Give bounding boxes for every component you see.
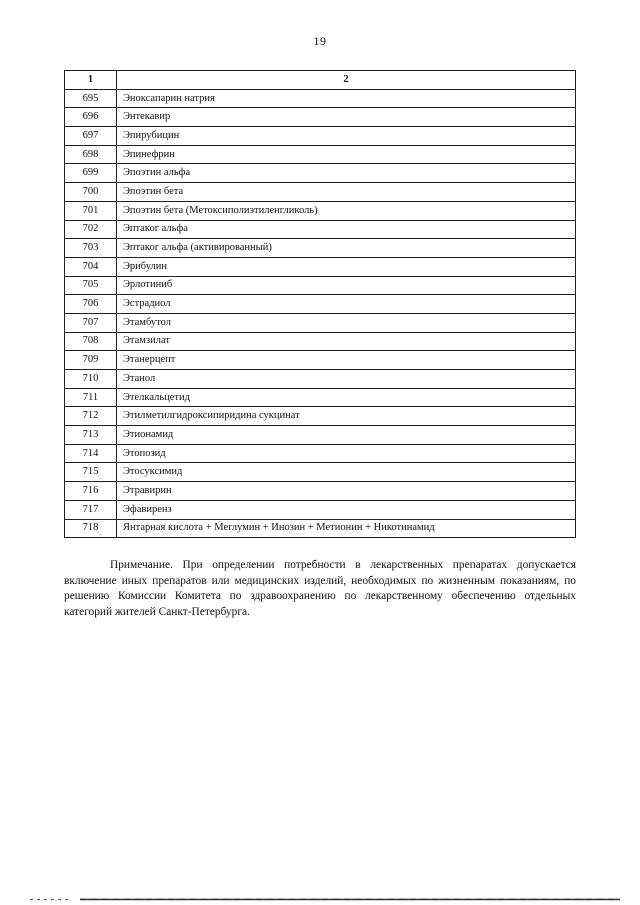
table-row <box>65 276 576 295</box>
drug-name: Этилметилгидроксипиридина сукцинат <box>117 407 576 426</box>
drug-name: Эптаког альфа <box>117 220 576 239</box>
drug-name: Этанол <box>117 370 576 389</box>
row-number: 713 <box>65 426 117 445</box>
table-row <box>65 388 576 407</box>
column-header-name: 2 <box>117 71 576 90</box>
page-number: 19 <box>313 34 327 48</box>
table-row <box>65 145 576 164</box>
table-row <box>65 108 576 127</box>
row-number: 710 <box>65 370 117 389</box>
table-row <box>65 89 576 108</box>
table-row <box>65 183 576 202</box>
drug-name: Эфавиренз <box>117 500 576 519</box>
row-number: 705 <box>65 276 117 295</box>
row-number: 703 <box>65 239 117 258</box>
drug-name: Этелкальцетид <box>117 388 576 407</box>
drug-name: Эноксапарин натрия <box>117 89 576 108</box>
drug-name: Этопозид <box>117 444 576 463</box>
row-number: 700 <box>65 183 117 202</box>
drug-name: Этосуксимид <box>117 463 576 482</box>
row-number: 716 <box>65 482 117 501</box>
table-row <box>65 500 576 519</box>
medication-table <box>64 70 576 538</box>
table-row <box>65 127 576 146</box>
row-number: 706 <box>65 295 117 314</box>
drug-name: Эпоэтин бета (Метоксиполиэтиленгликоль) <box>117 201 576 220</box>
drug-name: Энтекавир <box>117 108 576 127</box>
table-row <box>65 519 576 538</box>
drug-name: Эрлотиниб <box>117 276 576 295</box>
row-number: 695 <box>65 89 117 108</box>
row-number: 711 <box>65 388 117 407</box>
row-number: 702 <box>65 220 117 239</box>
drug-name: Эпоэтин бета <box>117 183 576 202</box>
row-number: 709 <box>65 351 117 370</box>
row-number: 712 <box>65 407 117 426</box>
column-header-number: 1 <box>65 71 117 90</box>
row-number: 718 <box>65 519 117 538</box>
table-row <box>65 239 576 258</box>
scan-artifact-line <box>30 898 620 901</box>
row-number: 697 <box>65 127 117 146</box>
row-number: 717 <box>65 500 117 519</box>
table-header-row <box>65 71 576 90</box>
row-number: 715 <box>65 463 117 482</box>
table-row <box>65 295 576 314</box>
table-row <box>65 482 576 501</box>
table-row <box>65 164 576 183</box>
drug-name: Янтарная кислота + Меглумин + Инозин + Метионин + Никотинамид <box>117 519 576 538</box>
drug-name: Эпирубицин <box>117 127 576 146</box>
table-row <box>65 332 576 351</box>
table-row <box>65 201 576 220</box>
row-number: 699 <box>65 164 117 183</box>
table-header <box>65 71 576 90</box>
drug-name: Эпинефрин <box>117 145 576 164</box>
row-number: 696 <box>65 108 117 127</box>
row-number: 708 <box>65 332 117 351</box>
row-number: 704 <box>65 257 117 276</box>
drug-name: Эстрадиол <box>117 295 576 314</box>
table-row <box>65 351 576 370</box>
row-number: 698 <box>65 145 117 164</box>
drug-name: Этамбутол <box>117 313 576 332</box>
row-number: 707 <box>65 313 117 332</box>
table-row <box>65 444 576 463</box>
table-row <box>65 407 576 426</box>
row-number: 701 <box>65 201 117 220</box>
drug-name: Эпоэтин альфа <box>117 164 576 183</box>
row-number: 714 <box>65 444 117 463</box>
drug-name: Этравирин <box>117 482 576 501</box>
footnote-paragraph: Примечание. При определении потребности в лекарственных препаратах допускается включение иных препаратов или медицинских изделий, необходимых по жизненным показаниям, по решению Комиссии Комитета по здравоохранению по лекарственному обеспечению отдельных категорий жителей Санкт-Петербурга. <box>64 559 576 618</box>
drug-name: Эптаког альфа (активированный) <box>117 239 576 258</box>
drug-name: Этанерцепт <box>117 351 576 370</box>
table-row <box>65 426 576 445</box>
table-row <box>65 257 576 276</box>
table-row <box>65 370 576 389</box>
table-row <box>65 463 576 482</box>
drug-name: Этамзилат <box>117 332 576 351</box>
drug-name: Этионамид <box>117 426 576 445</box>
table-body <box>65 89 576 538</box>
table-row <box>65 220 576 239</box>
drug-name: Эрибулин <box>117 257 576 276</box>
table-row <box>65 313 576 332</box>
